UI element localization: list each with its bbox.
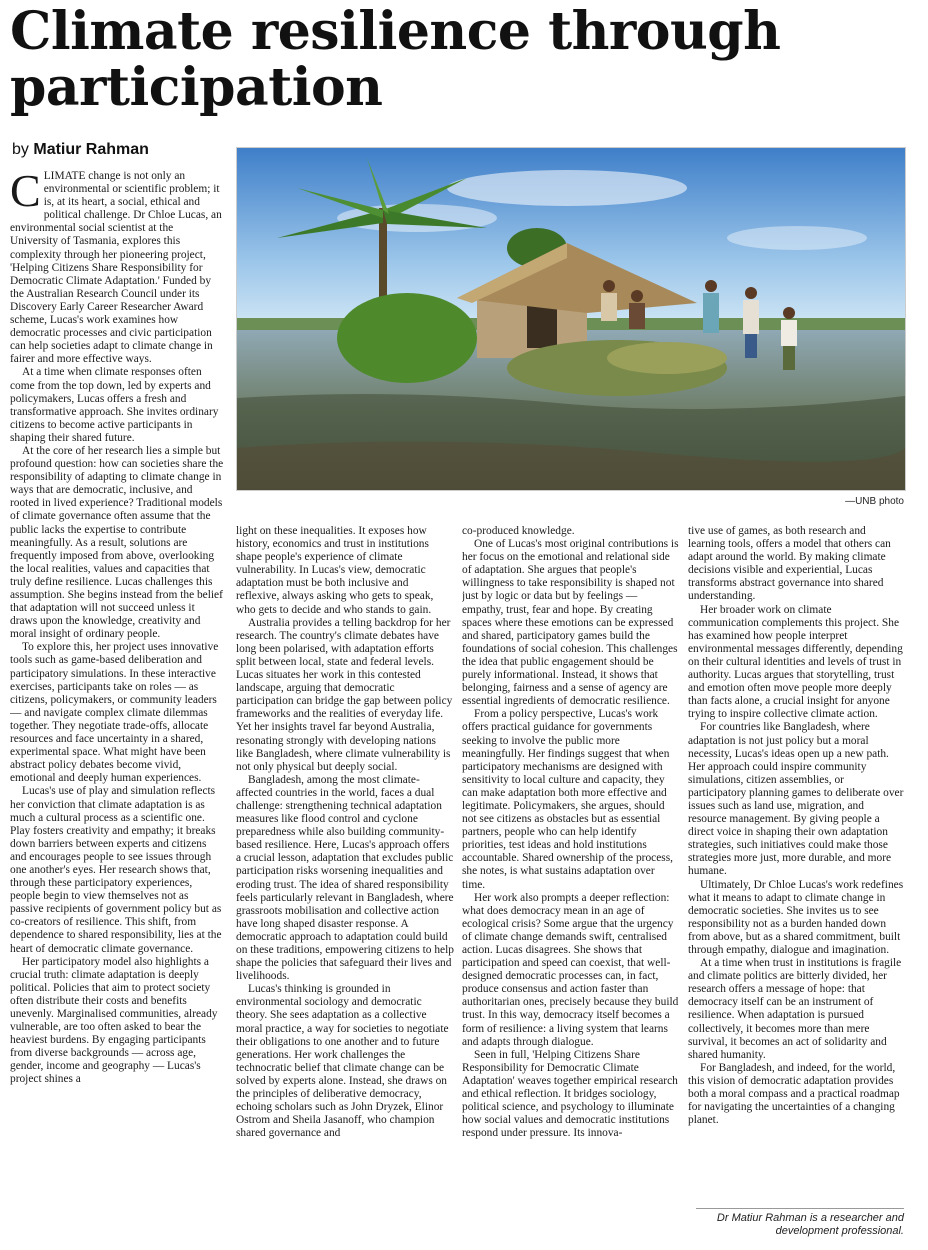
- author-note: Dr Matiur Rahman is a researcher and development professional.: [696, 1208, 904, 1238]
- article-column-3: [462, 525, 680, 1250]
- byline-author: Matiur Rahman: [33, 141, 149, 158]
- flooded-hut-photo: [237, 148, 905, 490]
- paragraph: At a time when climate responses often come from the top down, led by experts and policymakers, Lucas offers a fresh and transformative approach. She invites ordinary citizens to become active participants in shaping their shared future.: [10, 366, 219, 444]
- paragraph: Lucas's use of play and simulation reflects her conviction that climate adaptation is as much a cultural process as a scientific one. Play fosters creativity and empathy; it breaks down barriers between experts and citizens and encourages people to see issues through one another's eyes. Her research shows that, through these participatory experiences, people begin to view themselves not as passive recipients of government policy but as co-creators of resilience. This shift, from dependence to shared responsibility, lies at the heart of democratic climate governance.: [10, 785, 222, 955]
- paragraph: At the core of her research lies a simple but profound question: how can societies share the responsibility of adapting to climate change in ways that are democratic, inclusive, and rooted in lived experience? Traditional models of climate governance often assume that the public lacks the expertise to contribute meaningfully. As a result, solutions are frequently imposed from above, overlooking the local realities, values and capacities that truly define resilience. Lucas challenges this assumption. She begins instead from the belief that adaptation will not succeed unless it draws upon the knowledge, creativity and moral insight of ordinary people.: [10, 444, 224, 641]
- headline: Climate resilience through participation: [10, 1, 781, 118]
- paragraph: To explore this, her project uses innovative tools such as game-based deliberation and participatory simulations. In these interactive exercises, participants take on roles — as citizens, policymakers, or community leaders — and navigate complex climate dilemmas together. They negotiate trade-offs, allocate resources and face uncertainty in a shared, experimental space. What might have been abstract policy debates become vivid, emotional and deeply human experiences.: [10, 641, 219, 785]
- paragraph: From a policy perspective, Lucas's work offers practical guidance for governments seeking to involve the public more meaningfully. Her findings suggest that when participatory mechanisms are designed with sensitivity to local culture and capacity, they can make adaptation both more effective and legitimate. Policymakers, she argues, should not see citizens as obstacles but as essential partners, people who can help identify priorities, test ideas and hold institutions accountable. Shared ownership of the process, she notes, is what sustains adaptation over time.: [462, 708, 673, 891]
- paragraph: For countries like Bangladesh, where adaptation is not just policy but a moral necessity, Lucas's ideas open up a new path. Her approach could inspire community simulations, citizen assemblies, or participatory planning games to deliberate over issues such as land use, migration, and resource management. By giving people a direct voice in shaping their own adaptation strategies, such initiatives could make those strategies more just, more durable, and more humane.: [688, 721, 904, 878]
- paragraph: CLIMATE change is not only an environmental or scientific problem; it is, at its heart, a social, ethical and political challenge. Dr Chloe Lucas, an environmental social scientist at the University of Tasmania, explores this complexity through her pioneering project, 'Helping Citizens Share Responsibility for Democratic Climate Adaptation.' Funded by the Australian Research Council under its Discovery Early Career Researcher Award scheme, Lucas's work examines how democratic processes and civic participation can help societies adapt to climate change in fairer and more effective ways.: [10, 170, 222, 366]
- drop-cap: C: [10, 170, 41, 216]
- photo-credit: —UNB photo: [845, 496, 904, 507]
- article-photo: [236, 147, 906, 491]
- paragraph: Australia provides a telling backdrop for her research. The country's climate debates have long been polarised, with adaptation efforts split between local, state and federal levels. Lucas situates her work in this contested landscape, arguing that democratic participation can bridge the gap between policy frameworks and the realities of everyday life. Yet her insights travel far beyond Australia, resonating strongly with developing nations like Bangladesh, where climate vulnerability is not only physical but deeply social.: [236, 616, 453, 773]
- article-column-4: [688, 525, 904, 1215]
- paragraph: One of Lucas's most original contributions is her focus on the emotional and relational side of adaptation. She argues that people's willingness to take responsibility is shaped not just by logic or data but by feelings — empathy, trust, fear and hope. By creating spaces where these emotions can be expressed and shared, participatory games build the foundations of social cohesion. This challenges the idea that public engagement should be purely informational. Instead, it shows that belonging, fairness and a sense of agency are essential ingredients of democratic resilience.: [462, 538, 679, 708]
- article-column-2: [236, 525, 454, 1250]
- paragraph: Her work also prompts a deeper reflection: what does democracy mean in an age of ecological crisis? Some argue that the urgency of climate change demands swift, centralised action. Lucas disagrees. She shows that participation and speed can coexist, that well-designed democratic processes can, in fact, produce consensus and action faster than authoritarian ones, precisely because they build trust. In this way, democracy itself becomes a form of resilience: a living system that learns and adapts through dialogue.: [462, 891, 679, 1048]
- paragraph: Seen in full, 'Helping Citizens Share Responsibility for Democratic Climate Adaptation' weaves together empirical research and ethical reflection. It bridges sociology, political science, and psychology to illuminate how social values and democratic institutions respond under pressure. Its innova-: [462, 1048, 678, 1140]
- paragraph: Bangladesh, among the most climate-affected countries in the world, faces a dual challenge: strengthening technical adaptation measures like flood control and cyclone preparedness while also building community-based resilience. Here, Lucas's approach offers a crucial lesson, adaptation that excludes public participation risks worsening inequalities and eroding trust. The idea of shared responsibility feels particularly relevant in Bangladesh, where grassroots mobilisation and collective action have long shaped disaster response. A democratic approach to adaptation could build on these traditions, empowering citizens to help shape the policies that safeguard their lives and livelihoods.: [236, 773, 454, 983]
- paragraph: Lucas's thinking is grounded in environmental sociology and democratic theory. She sees adaptation as a collective moral practice, a way for societies to negotiate their obligations to one another and to future generations. Her work challenges the technocratic belief that climate change can be solved by experts alone. Instead, she draws on the principles of deliberative democracy, echoing scholars such as John Dryzek, Elinor Ostrom and Sheila Jasanoff, who champion shared governance and: [236, 983, 449, 1140]
- paragraph: co-produced knowledge.: [462, 525, 575, 537]
- paragraph: Her broader work on climate communication complements this project. She has examined how people interpret environmental messages differently, depending on their cultural identities and levels of trust in authority. Lucas argues that storytelling, trust and emotion often move people more deeply than facts alone, a crucial insight for anyone trying to inspire collective climate action.: [688, 603, 903, 721]
- paragraph: For Bangladesh, and indeed, for the world, this vision of democratic adaptation provides both a moral compass and a practical roadmap for navigating the uncertainties of a changing planet.: [688, 1061, 900, 1127]
- paragraph: Ultimately, Dr Chloe Lucas's work redefines what it means to adapt to climate change in democratic societies. She invites us to see responsibility not as a burden handed down from above, but as a shared commitment, built through empathy, dialogue and imagination.: [688, 878, 904, 956]
- article-column-1: [10, 170, 224, 1250]
- byline-prefix: by: [12, 141, 29, 158]
- byline: [12, 141, 149, 159]
- paragraph: tive use of games, as both research and learning tools, offers a model that others can adapt around the world. By making climate decisions visible and experiential, Lucas transforms abstract governance into shared understanding.: [688, 525, 891, 603]
- paragraph: light on these inequalities. It exposes how history, economics and trust in institutions shape people's experience of climate vulnerability. In Lucas's view, democratic adaptation must be both inclusive and reflexive, always asking who gets to speak, who gets to decide and who stands to gain.: [236, 525, 434, 616]
- paragraph: At a time when trust in institutions is fragile and climate politics are bitterly divided, her research offers a message of hope: that democracy itself can be an instrument of resilience. When adaptation is pursued collectively, it becomes more than mere survival, it becomes an act of solidarity and shared humanity.: [688, 957, 902, 1061]
- paragraph: Her participatory model also highlights a crucial truth: climate adaptation is deeply political. Policies that aim to protect society often distribute their costs and benefits unevenly. Marginalised communities, already vulnerable, are too often asked to bear the heaviest burdens. By engaging participants from diverse backgrounds — across age, gender, income and geography — Lucas's project shines a: [10, 955, 218, 1086]
